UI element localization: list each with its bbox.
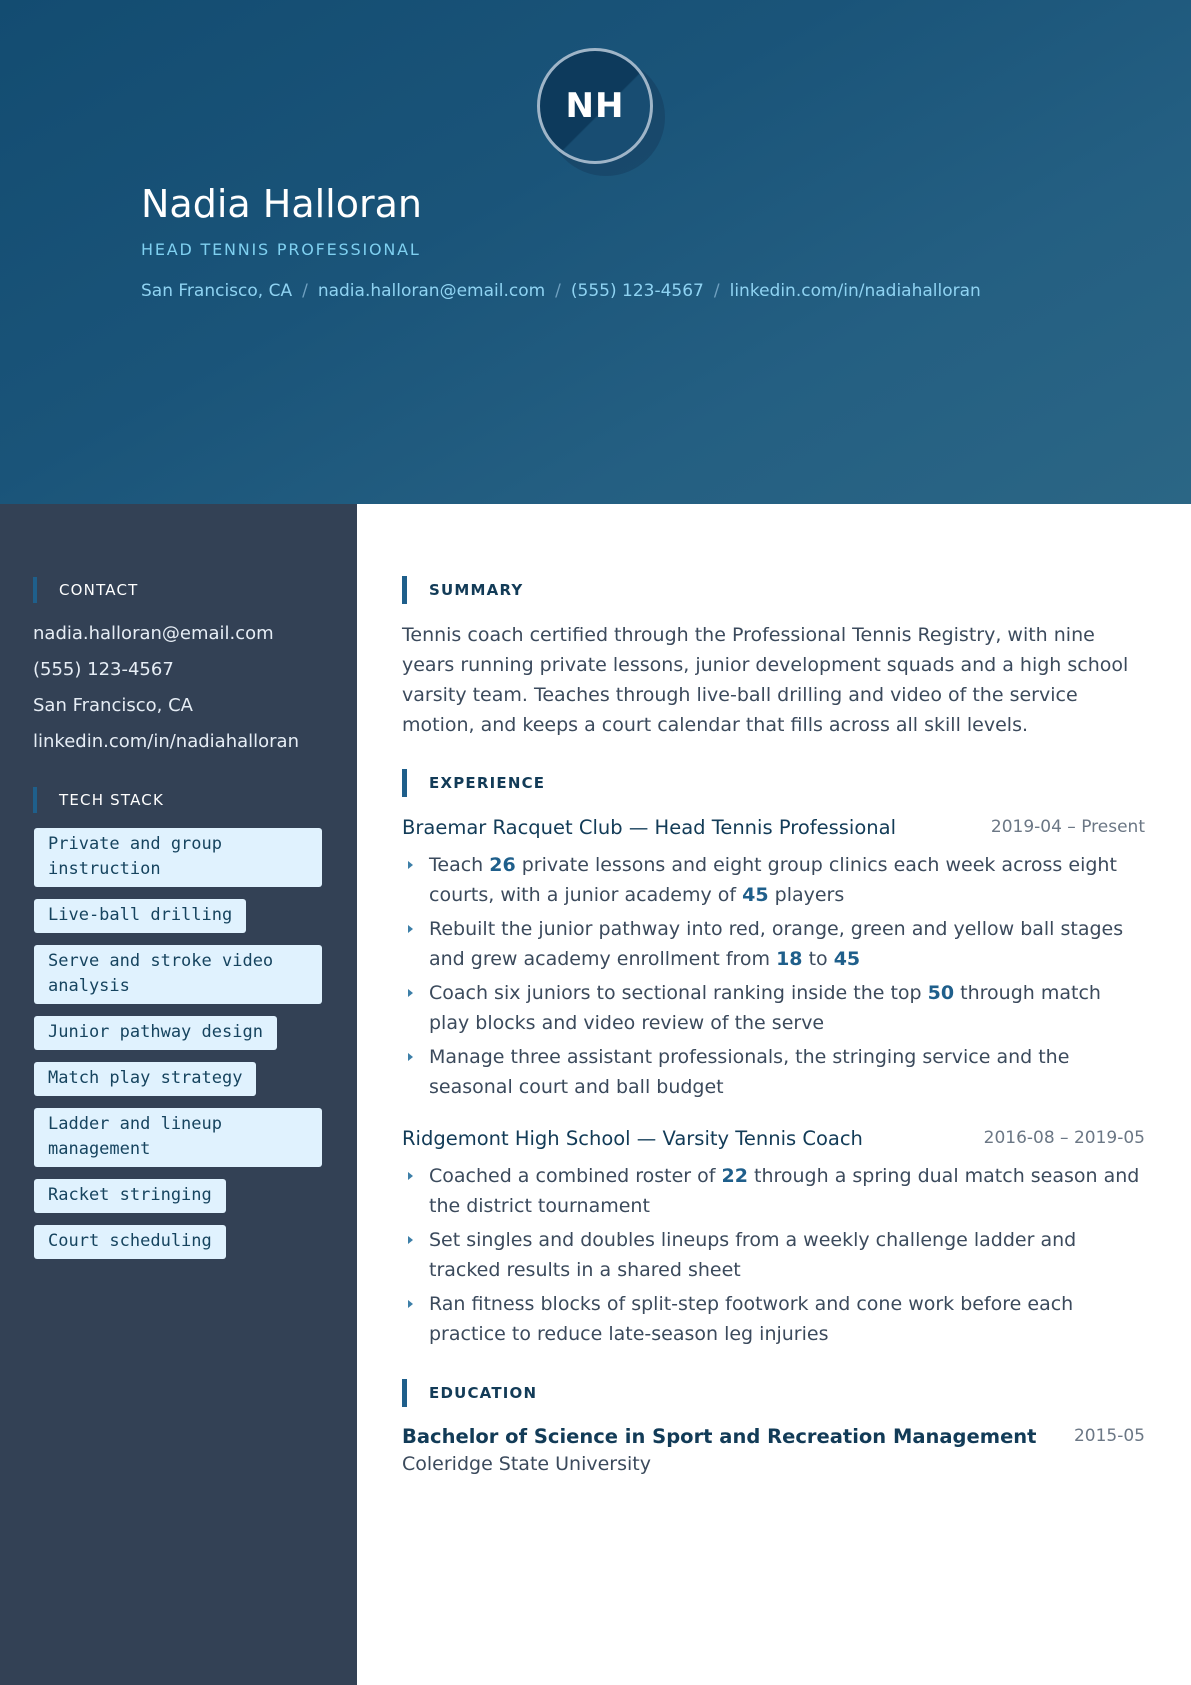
job-dates: 2016-08 – 2019-05: [983, 1128, 1145, 1148]
bullet-arrow-icon: [408, 989, 413, 997]
skill-chip-list: [34, 828, 324, 1271]
degree-title: Bachelor of Science in Sport and Recreation Management: [402, 1424, 1037, 1448]
skill-chip: Junior pathway design: [34, 1016, 277, 1050]
sidebar-phone[interactable]: (555) 123-4567: [33, 659, 174, 680]
job-bullet: Teach 26 private lessons and eight group clinics each week across eight courts, with a junior academy of 45 players: [402, 850, 1145, 910]
job-bullets: [402, 1161, 1145, 1353]
summary-heading: SUMMARY: [402, 576, 523, 604]
job-header: [402, 812, 1145, 842]
header-banner: [0, 0, 1191, 504]
job-bullet: Coach six juniors to sectional ranking inside the top 50 through match play blocks and video review of the serve: [402, 978, 1145, 1038]
candidate-name: Nadia Halloran: [141, 182, 422, 226]
avatar-initials: NH: [537, 48, 653, 164]
job-header: [402, 1123, 1145, 1153]
bullet-arrow-icon: [408, 1172, 413, 1180]
skill-chip: Court scheduling: [34, 1225, 226, 1259]
bullet-arrow-icon: [408, 1300, 413, 1308]
skill-chip: Private and group instruction: [34, 828, 322, 887]
education-heading: EDUCATION: [402, 1379, 537, 1407]
sidebar-email[interactable]: nadia.halloran@email.com: [33, 623, 274, 644]
bullet-arrow-icon: [408, 925, 413, 933]
header-location: San Francisco, CA: [141, 281, 293, 301]
header-linkedin-link[interactable]: linkedin.com/in/nadiahalloran: [729, 281, 981, 301]
degree-date: 2015-05: [1073, 1426, 1145, 1446]
job-bullet: Manage three assistant professionals, the stringing service and the seasonal court and ball budget: [402, 1042, 1145, 1102]
separator: /: [713, 281, 720, 301]
sidebar-location: San Francisco, CA: [33, 695, 193, 716]
bullet-arrow-icon: [408, 1236, 413, 1244]
candidate-role: HEAD TENNIS PROFESSIONAL: [141, 240, 421, 259]
job-dates: 2019-04 – Present: [990, 817, 1145, 837]
job-title: Braemar Racquet Club — Head Tennis Professional: [402, 815, 897, 839]
skill-chip: Racket stringing: [34, 1179, 226, 1213]
header-phone[interactable]: (555) 123-4567: [570, 281, 704, 301]
avatar: [537, 48, 653, 164]
contact-heading: CONTACT: [33, 577, 139, 603]
sidebar-linkedin[interactable]: linkedin.com/in/nadiahalloran: [33, 731, 299, 752]
separator: /: [555, 281, 561, 301]
skill-chip: Match play strategy: [34, 1062, 256, 1096]
separator: /: [302, 281, 308, 301]
header-email-link[interactable]: nadia.halloran@email.com: [317, 281, 546, 301]
job-bullet: Set singles and doubles lineups from a weekly challenge ladder and tracked results in a shared sheet: [402, 1225, 1145, 1285]
bullet-arrow-icon: [408, 1053, 413, 1061]
job-bullet: Coached a combined roster of 22 through a spring dual match season and the district tournament: [402, 1161, 1145, 1221]
header-contact-line: [141, 281, 981, 301]
skill-chip: Ladder and lineup management: [34, 1108, 322, 1167]
job-bullet: Ran fitness blocks of split-step footwork and cone work before each practice to reduce late-season leg injuries: [402, 1289, 1145, 1349]
job-title: Ridgemont High School — Varsity Tennis Coach: [402, 1126, 863, 1150]
sidebar: [0, 504, 357, 1685]
summary-text: Tennis coach certified through the Professional Tennis Registry, with nine years running private lessons, junior development squads and a high school varsity team. Teaches through live-ball drilling and video of the service motion, and keeps a court calendar that fills across all skill levels.: [402, 624, 1129, 736]
skill-chip: Serve and stroke video analysis: [34, 945, 322, 1004]
skill-chip: Live-ball drilling: [34, 899, 246, 933]
tech-stack-heading: TECH STACK: [33, 787, 164, 813]
job-bullet: Rebuilt the junior pathway into red, orange, green and yellow ball stages and grew academy enrollment from 18 to 45: [402, 914, 1145, 974]
school-name: Coleridge State University: [402, 1453, 651, 1475]
job-bullets: [402, 850, 1145, 1106]
education-header: [402, 1421, 1145, 1451]
bullet-arrow-icon: [408, 861, 413, 869]
experience-heading: EXPERIENCE: [402, 769, 545, 797]
